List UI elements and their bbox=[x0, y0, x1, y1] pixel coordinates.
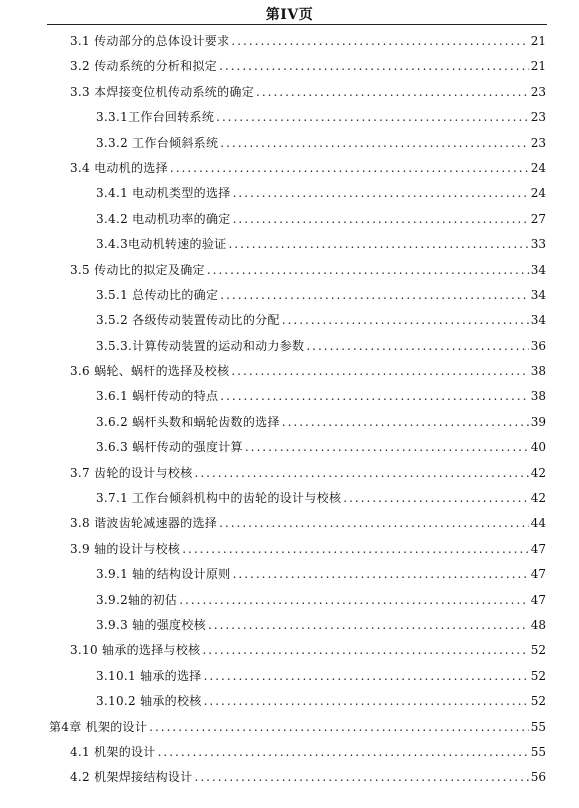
toc-entry[interactable] bbox=[0, 80, 579, 105]
toc-entry[interactable] bbox=[0, 29, 579, 54]
toc-entry-title: 3.6.2 蜗杆头数和蜗轮齿数的选择 bbox=[96, 414, 280, 429]
toc-dot-leader bbox=[306, 334, 528, 359]
toc-page-number: 23 bbox=[530, 110, 546, 125]
toc-dot-leader bbox=[182, 537, 529, 562]
toc-page-number: 52 bbox=[530, 643, 546, 658]
toc-dot-leader bbox=[219, 511, 529, 536]
toc-entry-title: 3.9 轴的设计与校核 bbox=[70, 541, 181, 556]
toc-entry-line bbox=[96, 562, 546, 587]
toc-page-number: 42 bbox=[530, 491, 546, 506]
toc-dot-leader bbox=[207, 258, 529, 283]
toc-entry-title: 3.5 传动比的拟定及确定 bbox=[70, 262, 205, 277]
toc-page-number: 23 bbox=[530, 84, 546, 99]
toc-dot-leader bbox=[195, 765, 529, 790]
toc-dot-leader bbox=[208, 613, 529, 638]
toc-dot-leader bbox=[220, 131, 528, 156]
toc-page-number: 55 bbox=[530, 719, 546, 734]
toc-entry[interactable] bbox=[0, 740, 579, 765]
toc-entry[interactable] bbox=[0, 283, 579, 308]
toc-page-number: 23 bbox=[530, 135, 546, 150]
toc-entry-title: 4.2 机架焊接结构设计 bbox=[70, 770, 193, 785]
toc-page-number: 34 bbox=[530, 287, 546, 302]
toc-entry-line bbox=[70, 537, 546, 562]
toc-entry-title: 3.10.2 轴承的校核 bbox=[96, 694, 202, 709]
toc-entry-line bbox=[96, 689, 546, 714]
toc-entry-line bbox=[96, 588, 546, 613]
toc-page-number: 55 bbox=[530, 744, 546, 759]
toc-dot-leader bbox=[149, 715, 529, 740]
toc-dot-leader bbox=[233, 181, 529, 206]
toc-dot-leader bbox=[179, 588, 528, 613]
toc-entry-title: 3.4.3电动机转速的验证 bbox=[96, 237, 227, 252]
toc-entry-line bbox=[70, 29, 546, 54]
toc-entry[interactable] bbox=[0, 359, 579, 384]
toc-page-number: 52 bbox=[530, 668, 546, 683]
toc-entry-line bbox=[70, 765, 546, 790]
toc-entry-line bbox=[96, 105, 546, 130]
toc-entry-title: 3.8 谐波齿轮减速器的选择 bbox=[70, 516, 218, 531]
toc-entry[interactable] bbox=[0, 664, 579, 689]
toc-entry-line bbox=[70, 359, 546, 384]
toc-entry-title: 4.1 机架的设计 bbox=[70, 744, 156, 759]
toc-entry[interactable] bbox=[0, 131, 579, 156]
toc-entry[interactable] bbox=[0, 207, 579, 232]
toc-entry-title: 3.9.2轴的初估 bbox=[96, 592, 178, 607]
toc-entry-line bbox=[49, 715, 546, 740]
toc-entry[interactable] bbox=[0, 461, 579, 486]
toc-dot-leader bbox=[220, 384, 528, 409]
toc-entry-title: 3.5.3.计算传动装置的运动和动力参数 bbox=[96, 338, 305, 353]
toc-page-number: 47 bbox=[530, 592, 546, 607]
toc-dot-leader bbox=[204, 689, 529, 714]
toc-entry-line bbox=[70, 740, 546, 765]
toc-entry-line bbox=[70, 461, 546, 486]
toc-entry-title: 3.4.2 电动机功率的确定 bbox=[96, 211, 231, 226]
toc-entry-line bbox=[96, 486, 546, 511]
toc-entry-line bbox=[96, 181, 546, 206]
toc-entry[interactable] bbox=[0, 181, 579, 206]
toc-page-number: 52 bbox=[530, 694, 546, 709]
toc-entry[interactable] bbox=[0, 156, 579, 181]
toc-entry-title: 3.7 齿轮的设计与校核 bbox=[70, 465, 193, 480]
toc-entry[interactable] bbox=[0, 308, 579, 333]
toc-dot-leader bbox=[233, 562, 529, 587]
toc-entry[interactable] bbox=[0, 715, 579, 740]
toc-entry-line bbox=[70, 638, 546, 663]
toc-page-number: 36 bbox=[530, 338, 546, 353]
toc-page-number: 34 bbox=[530, 262, 546, 277]
toc-entry[interactable] bbox=[0, 435, 579, 460]
toc-entry-line bbox=[96, 308, 546, 333]
toc-dot-leader bbox=[170, 156, 529, 181]
toc-entry-title: 3.3.1工作台回转系统 bbox=[96, 110, 215, 125]
toc-entry[interactable] bbox=[0, 384, 579, 409]
toc-entry-title: 3.3 本焊接变位机传动系统的确定 bbox=[70, 84, 254, 99]
toc-entry-title: 3.9.1 轴的结构设计原则 bbox=[96, 567, 231, 582]
toc-page-number: 21 bbox=[530, 34, 546, 48]
toc-page-number: 47 bbox=[530, 541, 546, 556]
header-divider bbox=[47, 24, 547, 25]
toc-entry-title: 3.10 轴承的选择与校核 bbox=[70, 643, 201, 658]
toc-entry-line bbox=[70, 156, 546, 181]
toc-page-number: 39 bbox=[530, 414, 546, 429]
toc-entry-line bbox=[70, 54, 546, 79]
toc-entry-line bbox=[96, 435, 546, 460]
toc-entry[interactable] bbox=[0, 511, 579, 536]
toc-entry[interactable] bbox=[0, 613, 579, 638]
toc-entry-title: 3.10.1 轴承的选择 bbox=[96, 668, 202, 683]
toc-entry-title: 3.6.1 蜗杆传动的特点 bbox=[96, 389, 219, 404]
toc-entry[interactable] bbox=[0, 765, 579, 790]
toc-entry-title: 3.7.1 工作台倾斜机构中的齿轮的设计与校核 bbox=[96, 491, 342, 506]
toc-page-number: 42 bbox=[530, 465, 546, 480]
toc-entry-title: 3.5.1 总传动比的确定 bbox=[96, 287, 219, 302]
toc-entry[interactable] bbox=[0, 689, 579, 714]
toc-page-number: 27 bbox=[530, 211, 546, 226]
toc-dot-leader bbox=[233, 207, 529, 232]
toc-entry-line bbox=[96, 232, 546, 257]
toc-entry-line bbox=[96, 334, 546, 359]
toc-entry-line bbox=[96, 613, 546, 638]
toc-dot-leader bbox=[256, 80, 529, 105]
toc-entry-title: 3.6 蜗轮、蜗杆的选择及校核 bbox=[70, 364, 230, 379]
toc-dot-leader bbox=[228, 232, 528, 257]
toc-entry[interactable] bbox=[0, 54, 579, 79]
toc-dot-leader bbox=[202, 638, 528, 663]
toc-entry[interactable] bbox=[0, 486, 579, 511]
toc-page-number: 44 bbox=[530, 516, 546, 531]
toc-entry-title: 3.2 传动系统的分析和拟定 bbox=[70, 59, 218, 74]
toc-page-number: 38 bbox=[530, 389, 546, 404]
page-header: 第IV页 bbox=[265, 7, 314, 23]
toc-entry[interactable] bbox=[0, 334, 579, 359]
toc-entry-title: 3.4.1 电动机类型的选择 bbox=[96, 186, 231, 201]
toc-dot-leader bbox=[245, 435, 529, 460]
toc-entry-title: 3.6.3 蜗杆传动的强度计算 bbox=[96, 440, 243, 455]
toc-entry[interactable] bbox=[0, 588, 579, 613]
toc-entry[interactable] bbox=[0, 410, 579, 435]
toc-entry-title: 3.5.2 各级传动装置传动比的分配 bbox=[96, 313, 280, 328]
toc-page-number: 33 bbox=[530, 237, 546, 252]
toc-entry-line bbox=[96, 131, 546, 156]
toc-page-number: 21 bbox=[530, 59, 546, 74]
toc-page-number: 24 bbox=[530, 160, 546, 175]
toc-dot-leader bbox=[219, 54, 529, 79]
toc-entry-line bbox=[96, 664, 546, 689]
toc-entry[interactable] bbox=[0, 562, 579, 587]
toc-entry-title: 3.4 电动机的选择 bbox=[70, 160, 168, 175]
toc-entry[interactable] bbox=[0, 258, 579, 283]
toc-page-number: 48 bbox=[530, 617, 546, 632]
toc-page-number: 40 bbox=[530, 440, 546, 455]
toc-entry-line bbox=[96, 410, 546, 435]
toc-dot-leader bbox=[216, 105, 529, 130]
toc-dot-leader bbox=[158, 740, 529, 765]
toc-page-number: 56 bbox=[530, 770, 546, 785]
toc-page-number: 34 bbox=[530, 313, 546, 328]
toc-entry-line bbox=[96, 207, 546, 232]
toc-entry-title: 第4章 机架的设计 bbox=[49, 719, 148, 734]
toc-entry-line bbox=[70, 258, 546, 283]
toc-entry-line bbox=[70, 511, 546, 536]
toc-dot-leader bbox=[282, 410, 529, 435]
toc-entry-title: 3.9.3 轴的强度校核 bbox=[96, 617, 206, 632]
toc-dot-leader bbox=[195, 461, 529, 486]
toc-entry-line bbox=[96, 384, 546, 409]
toc-dot-leader bbox=[231, 359, 528, 384]
toc-dot-leader bbox=[204, 664, 529, 689]
toc-entry[interactable] bbox=[0, 105, 579, 130]
toc-dot-leader bbox=[343, 486, 528, 511]
toc-entry-title: 3.3.2 工作台倾斜系统 bbox=[96, 135, 219, 150]
toc-entry[interactable] bbox=[0, 638, 579, 663]
toc-entry[interactable] bbox=[0, 232, 579, 257]
table-of-contents bbox=[0, 29, 579, 791]
toc-entry[interactable] bbox=[0, 537, 579, 562]
toc-page-number: 47 bbox=[530, 567, 546, 582]
toc-dot-leader bbox=[220, 283, 528, 308]
toc-page-number: 24 bbox=[530, 186, 546, 201]
toc-dot-leader bbox=[282, 308, 529, 333]
toc-entry-title: 3.1 传动部分的总体设计要求 bbox=[70, 34, 230, 48]
toc-entry-line bbox=[70, 80, 546, 105]
toc-entry-line bbox=[96, 283, 546, 308]
toc-dot-leader bbox=[231, 29, 528, 54]
toc-page-number: 38 bbox=[530, 364, 546, 379]
